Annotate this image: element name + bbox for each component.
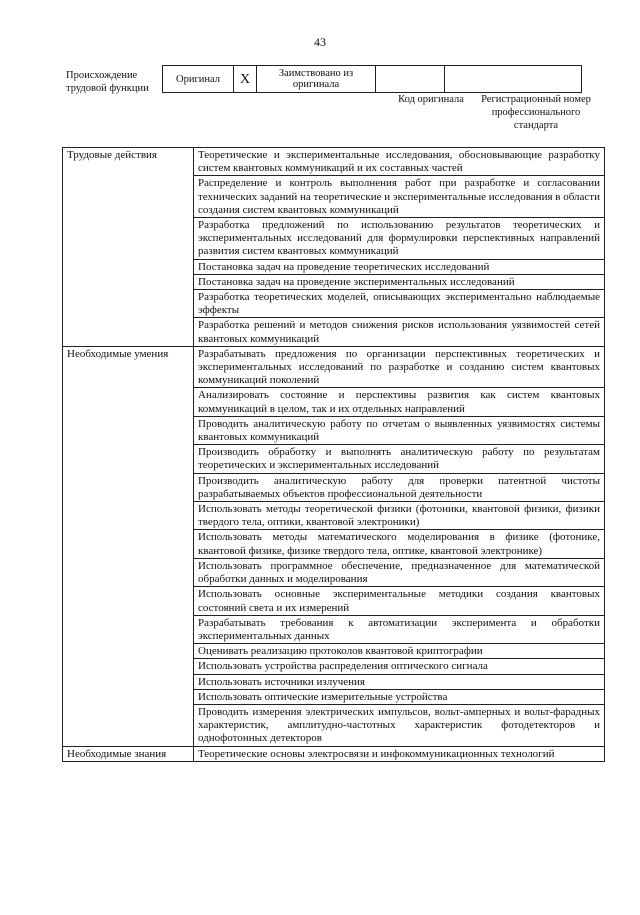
original-cell: Оригинал xyxy=(163,66,234,93)
section-item: Разрабатывать предложения по организации перспективных теоретических и экспериментальных исследований по разработке и созданию систем квантовых коммуникаций поколений xyxy=(194,346,605,388)
section-item: Разрабатывать требования к автоматизации эксперимента и обработки экспериментальных данных xyxy=(194,615,605,643)
section-item: Производить аналитическую работу для проверки патентной чистоты разрабатываемых объектов профессиональной деятельности xyxy=(194,473,605,501)
origin-label: Происхождение трудовой функции xyxy=(66,70,149,94)
section-item: Оценивать реализацию протоколов квантовой криптографии xyxy=(194,644,605,659)
section-item: Анализировать состояние и перспективы развития как систем квантовых коммуникаций в целом, так и их отдельных направлений xyxy=(194,388,605,416)
origin-table xyxy=(162,65,582,93)
table-row xyxy=(63,148,605,176)
section-item: Использовать основные экспериментальные методики создания квантовых состояний света и их измерений xyxy=(194,587,605,615)
section-item: Проводить измерения электрических импульсов, вольт-амперных и вольт-фарадных характеристик, амплитудно-частотных характеристик фотодетекторов и однофотонных детекторов xyxy=(194,704,605,746)
section-item: Разработка решений и методов снижения рисков использования уязвимостей сетей квантовых коммуникаций xyxy=(194,318,605,346)
borrowed-cell: Заимствовано из оригинала xyxy=(257,66,376,93)
section-title: Необходимые умения xyxy=(63,346,194,746)
section-item: Использовать оптические измерительные устройства xyxy=(194,689,605,704)
code-cell xyxy=(376,66,445,93)
section-item: Использовать программное обеспечение, предназначенное для математической обработки данных и моделирования xyxy=(194,558,605,586)
reg-number-cell xyxy=(445,66,582,93)
page-number: 43 xyxy=(314,35,326,49)
section-item: Теоретические и экспериментальные исследования, обосновывающие разработку систем квантовых коммуникаций и их составных частей xyxy=(194,148,605,176)
section-item: Использовать устройства распределения оптического сигнала xyxy=(194,659,605,674)
original-mark: X xyxy=(234,66,257,93)
section-title: Трудовые действия xyxy=(63,148,194,347)
section-item: Теоретические основы электросвязи и инфокоммуникационных технологий xyxy=(194,746,605,761)
reg-number-label: Регистрационный номер профессионального стандарта xyxy=(481,94,591,131)
table-row xyxy=(63,746,605,761)
section-item: Постановка задач на проведение экспериментальных исследований xyxy=(194,274,605,289)
section-item: Проводить аналитическую работу по отчетам о выявленных уязвимостях системы квантовых коммуникаций xyxy=(194,416,605,444)
section-item: Разработка теоретических моделей, описывающих экспериментально наблюдаемые эффекты xyxy=(194,290,605,318)
section-item: Производить обработку и выполнять аналитическую работу по результатам теоретических и экспериментальных исследований xyxy=(194,445,605,473)
section-item: Постановка задач на проведение теоретических исследований xyxy=(194,259,605,274)
section-title: Необходимые знания xyxy=(63,746,194,761)
section-item: Использовать источники излучения xyxy=(194,674,605,689)
section-item: Разработка предложений по использованию результатов теоретических и экспериментальных исследований для формулировки перспективных направлений развития систем квантовых коммуникаций xyxy=(194,218,605,260)
table-row xyxy=(63,346,605,388)
section-item: Использовать методы математического моделирования в физике (фотонике, квантовой физике, физике твердого тела, оптике, квантовой электронике) xyxy=(194,530,605,558)
competency-table xyxy=(62,147,605,762)
section-item: Распределение и контроль выполнения работ при разработке и согласовании технических заданий на теоретические и экспериментальные исследования в области создания систем квантовых коммуникаций xyxy=(194,176,605,218)
code-label: Код оригинала xyxy=(398,94,464,105)
section-item: Использовать методы теоретической физики (фотоники, квантовой физики, физики твердого тела, оптики, квантовой электроники) xyxy=(194,502,605,530)
